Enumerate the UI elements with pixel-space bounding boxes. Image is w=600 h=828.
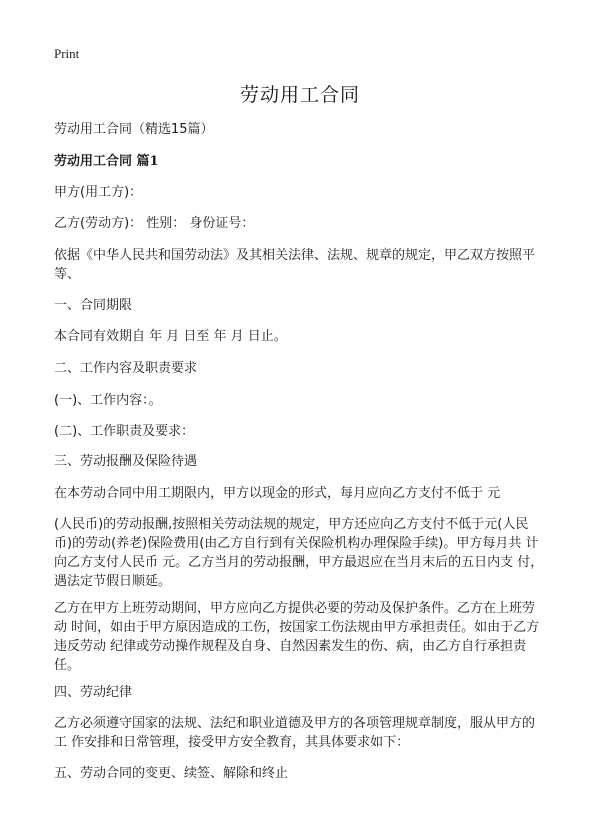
clause-heading-changes: 五、劳动合同的变更、续签、解除和终止 bbox=[54, 766, 289, 781]
clause-heading-duties: 二、工作内容及职责要求 bbox=[54, 361, 198, 376]
pay-paragraph-2: (人民币)的劳动报酬,按照相关劳动法规的规定，甲方还应向乙方支付不低于元(人民币)的劳动(养老)保险费用(由乙方自行到有关保险机构办理保险手续)。甲方每月共 计向乙方支付人民币 元。乙方当月的劳动报酬，甲方最迟应在当月末后的五日内支 付，遇法定节假日顺延。 bbox=[54, 517, 544, 589]
document-subtitle: 劳动用工合同（精选15篇） bbox=[54, 122, 214, 137]
party-a-line: 甲方(用工方)： bbox=[54, 185, 143, 200]
document-title: 劳动用工合同 bbox=[239, 84, 360, 106]
clause-heading-pay: 三、劳动报酬及保险待遇 bbox=[54, 454, 198, 469]
term-paragraph: 本合同有效期自 年 月 日至 年 月 日止。 bbox=[54, 329, 287, 344]
clause-heading-term: 一、合同期限 bbox=[54, 298, 133, 313]
work-duties-line: (二)、工作职责及要求： bbox=[54, 424, 195, 439]
work-content-line: (一)、工作内容：。 bbox=[54, 393, 162, 408]
discipline-paragraph: 乙方必须遵守国家的法规、法纪和职业道德及甲方的各项管理规章制度，服从甲方的工 作安排和日常管理，接受甲方安全教育，其具体要求如下： bbox=[54, 716, 536, 750]
print-link[interactable]: Print bbox=[54, 46, 80, 61]
party-b-line: 乙方(劳动方)： 性别： 身份证号： bbox=[54, 216, 255, 231]
clause-heading-discipline: 四、劳动纪律 bbox=[54, 685, 133, 700]
safety-paragraph: 乙方在甲方上班劳动期间，甲方应向乙方提供必要的劳动及保护条件。乙方在上班劳动 时间，如由于甲方原因造成的工伤，按国家工伤法规由甲方承担责任。如由于乙方违反劳动 纪律或劳动操作规程及自身、自然因素发生的伤、病，由乙方自行承担责任。 bbox=[54, 601, 540, 673]
section-heading: 劳动用工合同 篇1 bbox=[54, 154, 159, 169]
legal-basis-paragraph: 依据《中华人民共和国劳动法》及其相关法律、法规、规章的规定，甲乙双方按照平等、 bbox=[54, 248, 536, 282]
pay-paragraph-1: 在本劳动合同中用工期限内，甲方以现金的形式，每月应向乙方支付不低于 元 bbox=[54, 486, 501, 501]
